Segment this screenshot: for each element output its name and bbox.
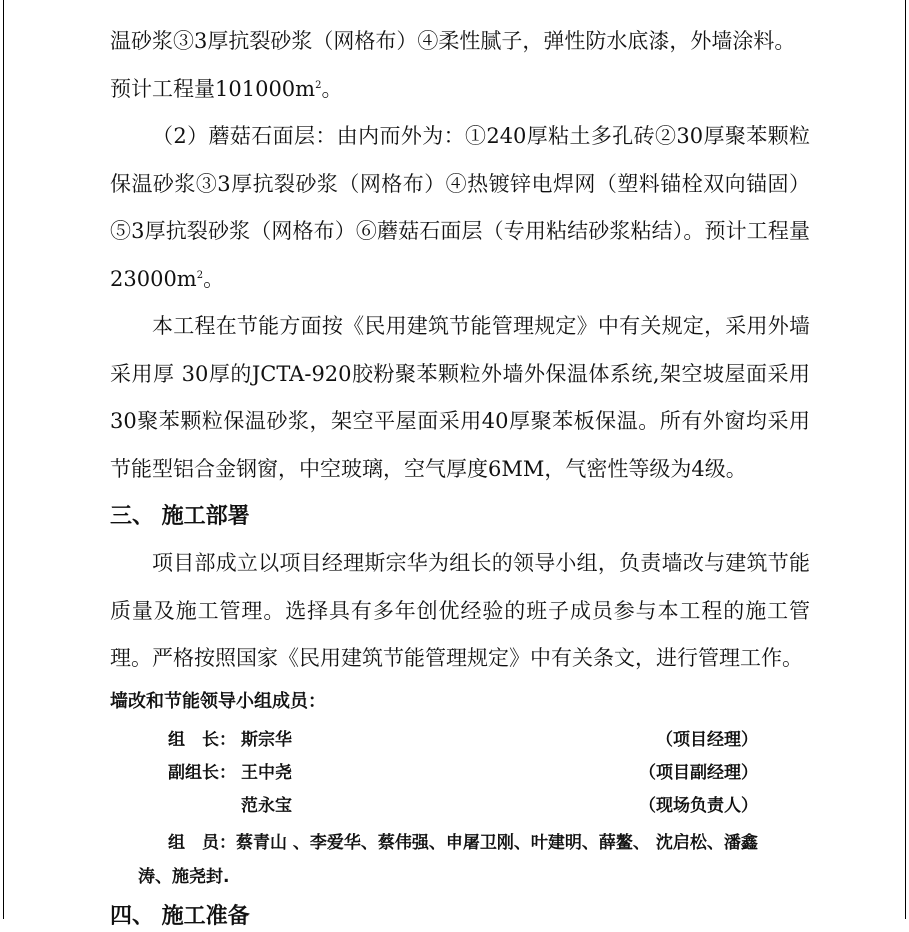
unit-superscript: 2 (315, 79, 322, 91)
unit-superscript: 2 (196, 269, 204, 281)
member-list (110, 826, 810, 894)
paragraph-3: 本工程在节能方面按《民用建筑节能管理规定》中有关规定，采用外墙采用厚 30厚的JCTA-920胶粉聚苯颗粒外墙外保温体系统,架空坡屋面采用30聚苯颗粒保温砂浆，架空平屋面采用40厚聚苯板保温。所有外窗均采用节能型铝合金钢窗，中空玻璃，空气厚度6MM，气密性等级为4级。 (110, 314, 810, 481)
page-frame-right (905, 0, 906, 919)
punctuation: 。 (321, 76, 343, 101)
member-list-line-2: 涛、施尧封. (138, 866, 230, 887)
member-role: 组 长： (168, 729, 236, 750)
section-3-heading: 三、 施工部署 (110, 504, 250, 529)
punctuation: 。 (203, 266, 225, 291)
member-name: 范永宝 (241, 795, 292, 816)
section-4-heading: 四、 施工准备 (110, 904, 250, 929)
member-row (110, 719, 810, 752)
paragraph-4: 项目部成立以项目经理斯宗华为组长的领导小组，负责墙改与建筑节能质量及施工管理。选择具有多年创优经验的班子成员参与本工程的施工管理。严格按照国家《民用建筑节能管理规定》中有关条文，进行管理工作。 (110, 551, 810, 670)
group-title: 墙改和节能领导小组成员： (110, 690, 326, 712)
member-row (110, 785, 810, 818)
paragraph-2 (110, 113, 810, 303)
member-row (110, 752, 810, 785)
member-post: （项目副经理） (639, 762, 758, 783)
member-name: 斯宗华 (241, 729, 292, 750)
document-page (110, 18, 810, 894)
paragraph-2-text: （2）蘑菇石面层：由内而外为：①240厚粘土多孔砖②30厚聚苯颗粒保温砂浆③3厚抗裂砂浆（网格布）④热镀锌电焊网（塑料锚栓双向锚固）⑤3厚抗裂砂浆（网格布）⑥蘑菇石面层（专用粘结砂浆粘结）。预计工程量23000m (110, 124, 810, 291)
paragraph-1-quantity (110, 66, 810, 114)
member-post: （项目经理） (656, 729, 758, 750)
paragraph-1-line: 温砂浆③3厚抗裂砂浆（网格布）④柔性腻子，弹性防水底漆，外墙涂料。 (110, 29, 796, 53)
quantity-text: 预计工程量101000m (110, 76, 316, 101)
member-table (110, 719, 810, 818)
member-name: 王中尧 (241, 762, 292, 783)
member-post: （现场负责人） (639, 795, 758, 816)
member-list-line-1: 组 员：蔡青山 、李爱华、蔡伟强、申屠卫刚、叶建明、薛鳌、 沈启松、潘鑫 (168, 832, 758, 853)
member-role: 副组长： (168, 762, 236, 783)
page-frame-left (3, 0, 4, 919)
